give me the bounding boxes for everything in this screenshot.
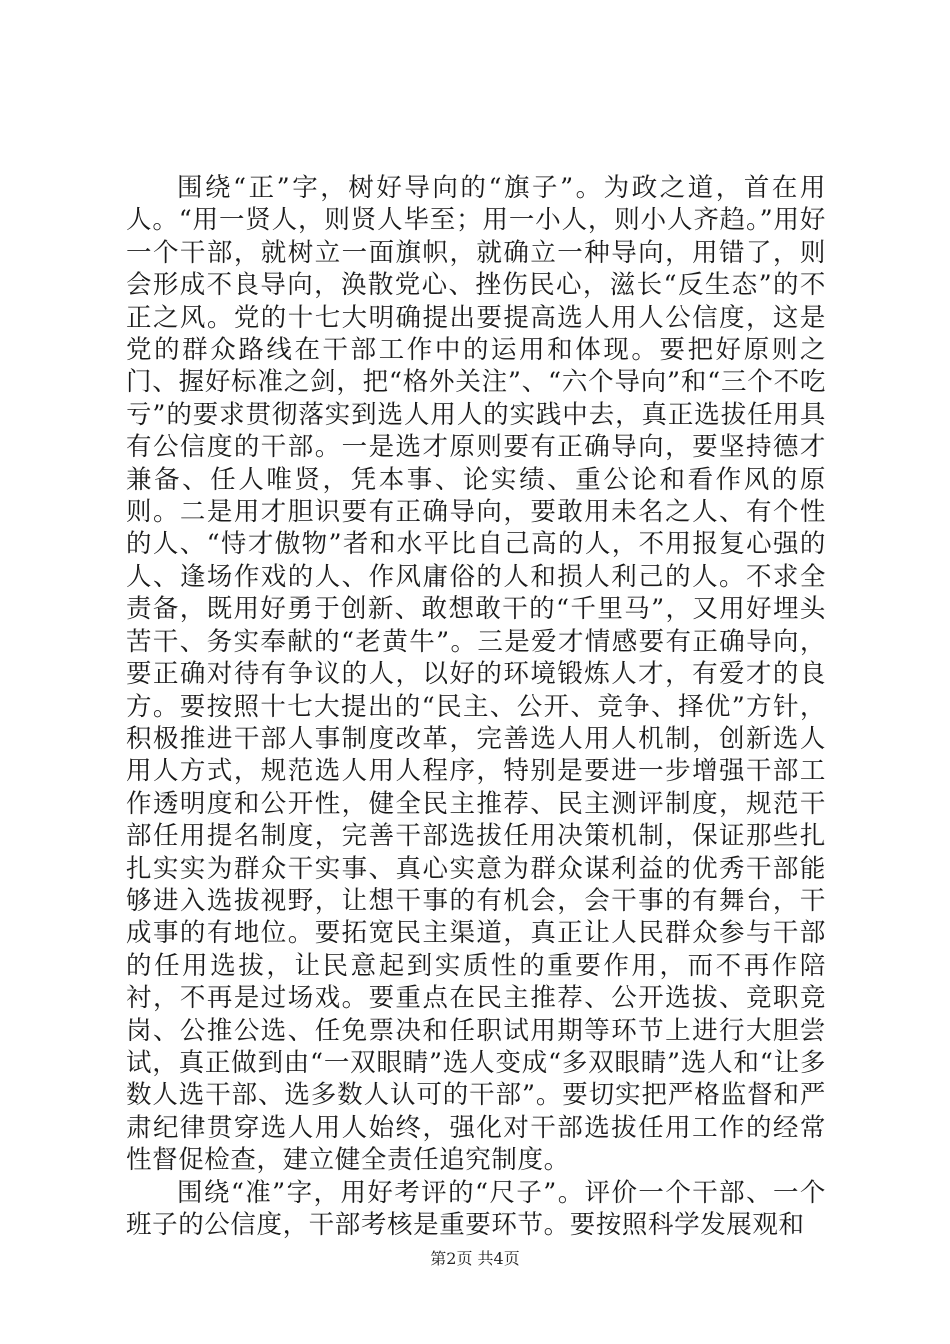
page-footer: 第2页 共4页 (430, 1249, 520, 1268)
paragraph-2: 围绕“准”字，用好考评的“尺子”。评价一个干部、一个班子的公信度，干部考核是重要环节。要按照科学发展观和 (126, 1177, 826, 1240)
paragraph-1: 围绕“正”字，树好导向的“旗子”。为政之道，首在用人。“用一贤人，则贤人毕至；用一小人，则小人齐趋。”用好一个干部，就树立一面旗帜，就确立一种导向，用错了，则会形成不良导向，涣散党心、挫伤民心，滋长“反生态”的不正之风。党的十七大明确提出要提高选人用人公信度，这是党的群众路线在干部工作中的运用和体现。要把好原则之门、握好标准之剑，把“格外关注”、“六个导向”和“三个不吃亏”的要求贯彻落实到选人用人的实践中去，真正选拔任用具有公信度的干部。一是选才原则要有正确导向，要坚持德才兼备、任人唯贤，凭本事、论实绩、重公论和看作风的原则。二是用才胆识要有正确导向，要敢用未名之人、有个性的人、“恃才傲物”者和水平比自己高的人，不用报复心强的人、逢场作戏的人、作风庸俗的人和损人利己的人。不求全责备，既用好勇于创新、敢想敢干的“千里马”，又用好埋头苦干、务实奉献的“老黄牛”。三是爱才情感要有正确导向，要正确对待有争议的人，以好的环境锻炼人才，有爱才的良方。要按照十七大提出的“民主、公开、竞争、择优”方针，积极推进干部人事制度改革，完善选人用人机制，创新选人用人方式，规范选人用人程序，特别是要进一步增强干部工作透明度和公开性，健全民主推荐、民主测评制度，规范干部任用提名制度，完善干部选拔任用决策机制，保证那些扎扎实实为群众干实事、真心实意为群众谋利益的优秀干部能够进入选拔视野，让想干事的有机会，会干事的有舞台，干成事的有地位。要拓宽民主渠道，真正让人民群众参与干部的任用选拔，让民意起到实质性的重要作用，而不再作陪衬，不再是过场戏。要重点在民主推荐、公开选拔、竞职竞岗、公推公选、任免票决和任职试用期等环节上进行大胆尝试，真正做到由“一双眼睛”选人变成“多双眼睛”选人和“让多数人选干部、选多数人认可的干部”。要切实把严格监督和严肃纪律贯穿选人用人始终，强化对干部选拔任用工作的经常性督促检查，建立健全责任追究制度。 (126, 173, 826, 1176)
body-text (126, 172, 826, 1241)
